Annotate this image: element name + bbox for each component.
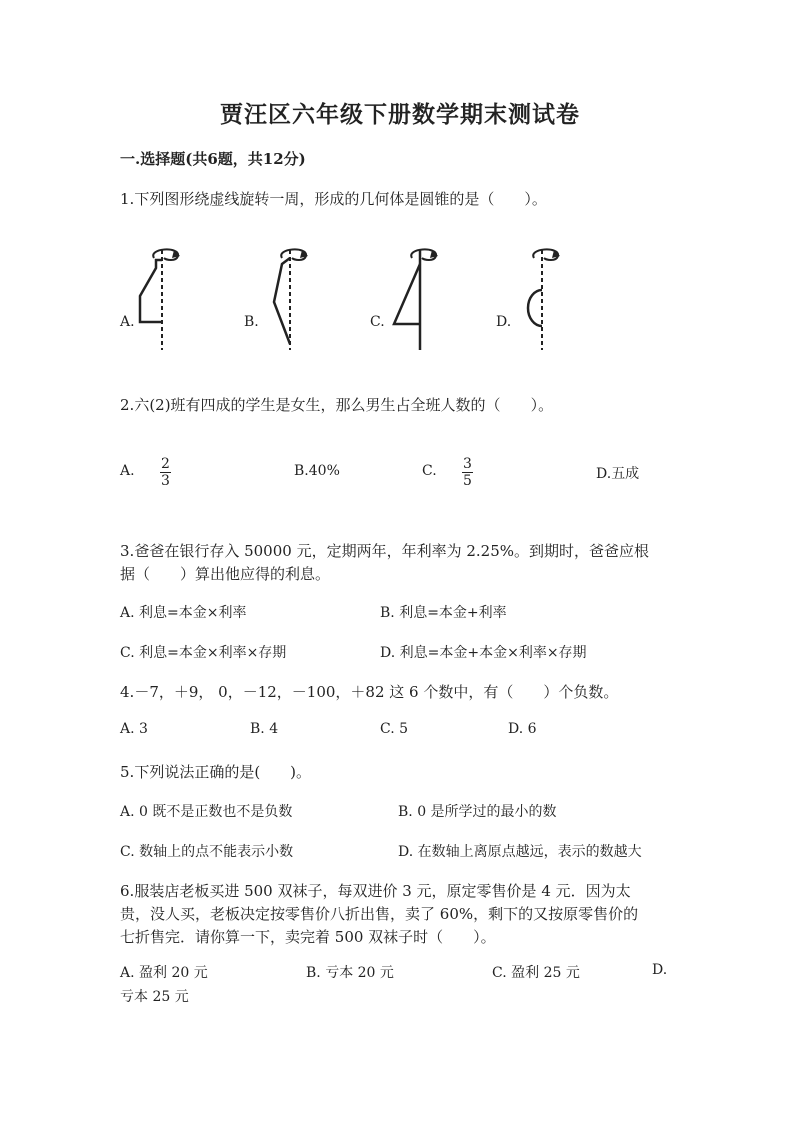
fraction-three-fifths: $\frac{3}{5}$ [463,456,472,489]
option-a[interactable]: A. [120,314,135,330]
question-text: －7，＋9， 0，－12，－100，＋82 这 6 个数中，有（ ）个负数。 [134,683,619,701]
option-d-continued: 亏本 25 元 [120,989,189,1005]
option-c[interactable]: C. [422,463,437,479]
question-2 [120,394,553,415]
question-4 [120,681,618,702]
option-b[interactable]: B. 4 [250,721,279,737]
option-c[interactable]: C. 数轴上的点不能表示小数 [120,844,294,860]
option-a[interactable]: A. 利息=本金×利率 [120,605,247,621]
figure-c-right-triangle-icon [388,244,458,352]
question-6 [120,880,631,901]
question-6-line2: 贵，没人买，老板决定按零售价八折出售，卖了 60%，剩下的又按原零售价的 [120,905,639,923]
question-3-line2: 据（ ）算出他应得的利息。 [120,565,331,583]
option-a[interactable]: A. 盈利 20 元 [120,965,208,981]
fraction-two-thirds: $\frac{2}{3}$ [161,456,170,489]
option-a[interactable]: A. 3 [120,721,148,737]
question-5 [120,761,311,782]
option-a[interactable]: A. 0 既不是正数也不是负数 [120,804,293,820]
option-d[interactable]: D. [496,314,512,330]
question-text: 六(2)班有四成的学生是女生，那么男生占全班人数的（ ）。 [134,396,554,414]
question-number: 4. [120,683,135,701]
option-c[interactable]: C. 利息=本金×利率×存期 [120,645,287,661]
question-text-line1: 服装店老板买进 500 双袜子，每双进价 3 元，原定零售价是 4 元．因为太 [134,882,631,900]
page-title: 贾汪区六年级下册数学期末测试卷 [220,101,580,128]
question-text: 下列说法正确的是( )。 [134,763,312,781]
option-d[interactable]: D.五成 [596,466,640,482]
question-3 [120,540,649,561]
question-text: 下列图形绕虚线旋转一周，形成的几何体是圆锥的是（ ）。 [134,190,547,208]
option-c[interactable]: C. 5 [380,721,409,737]
question-number: 3. [120,542,135,560]
option-c[interactable]: C. [370,314,385,330]
option-b[interactable]: B.40% [294,463,340,479]
question-number: 5. [120,763,135,781]
option-d[interactable]: D. 6 [508,721,537,737]
question-1 [120,188,547,209]
option-a[interactable]: A. [120,463,135,479]
option-b[interactable]: B. 利息=本金+利率 [380,605,507,621]
question-6-line3: 七折售完．请你算一下，卖完着 500 双袜子时（ ）。 [120,928,496,946]
option-b[interactable]: B. 亏本 20 元 [306,965,394,981]
option-d[interactable]: D. 利息=本金+本金×利率×存期 [380,645,587,661]
figure-b-triangle-icon [260,244,330,352]
question-number: 6. [120,882,135,900]
figure-d-semicircle-icon [512,244,582,352]
option-d[interactable]: D. 在数轴上离原点越远，表示的数越大 [398,844,642,860]
option-b[interactable]: B. 0 是所学过的最小的数 [398,804,557,820]
question-text-line1: 爸爸在银行存入 50000 元，定期两年，年利率为 2.25%。到期时，爸爸应根 [134,542,649,560]
question-number: 2. [120,396,135,414]
option-c[interactable]: C. 盈利 25 元 [492,965,580,981]
option-d[interactable]: D. [652,962,668,978]
figure-a-trapezoid-icon [130,244,200,352]
option-b[interactable]: B. [244,314,259,330]
question-number: 1. [120,190,135,208]
section-heading: 一.选择题(共6题，共12分) [120,150,306,168]
